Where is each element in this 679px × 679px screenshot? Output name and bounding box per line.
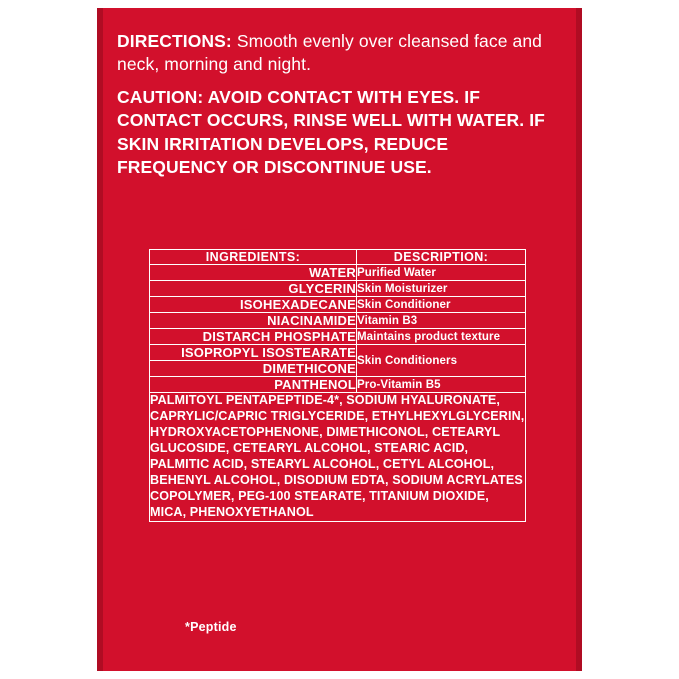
table-row bbox=[150, 265, 526, 281]
table-row bbox=[150, 345, 526, 361]
table-row bbox=[150, 313, 526, 329]
header-ingredients: INGREDIENTS: bbox=[150, 250, 357, 265]
table-row-full-ingredients bbox=[150, 393, 526, 522]
ingredient-desc: Pro-Vitamin B5 bbox=[357, 377, 526, 393]
table-row bbox=[150, 281, 526, 297]
label-panel bbox=[97, 8, 582, 671]
ingredients-table-wrapper bbox=[149, 249, 525, 522]
peptide-footnote: *Peptide bbox=[185, 620, 237, 634]
ingredient-desc: Skin Conditioner bbox=[357, 297, 526, 313]
table-header-row bbox=[150, 250, 526, 265]
table-row bbox=[150, 297, 526, 313]
full-ingredient-list: PALMITOYL PENTAPEPTIDE-4*, SODIUM HYALURONATE, CAPRYLIC/CAPRIC TRIGLYCERIDE, ETHYLHEXYLGLYCERIN, HYDROXYACETOPHENONE, DIMETHICONOL, CETEARYL GLUCOSIDE, CETEARYL ALCOHOL, STEARIC ACID, PALMITIC ACID, STEARYL ALCOHOL, CETYL ALCOHOL, BEHENYL ALCOHOL, DISODIUM EDTA, SODIUM ACRYLATES COPOLYMER, PEG-100 STEARATE, TITANIUM DIOXIDE, MICA, PHENOXYETHANOL bbox=[150, 393, 526, 522]
table-row bbox=[150, 329, 526, 345]
ingredient-desc: Skin Moisturizer bbox=[357, 281, 526, 297]
ingredient-desc-merged: Skin Conditioners bbox=[357, 345, 526, 377]
directions-body: Smooth evenly over cleansed face and neck, morning and night. bbox=[117, 31, 542, 75]
directions-paragraph bbox=[117, 30, 562, 76]
panel-left-edge bbox=[97, 8, 103, 671]
ingredient-name: PANTHENOL bbox=[150, 377, 357, 393]
ingredient-desc: Vitamin B3 bbox=[357, 313, 526, 329]
ingredient-name: ISOHEXADECANE bbox=[150, 297, 357, 313]
ingredient-name: GLYCERIN bbox=[150, 281, 357, 297]
ingredient-desc: Purified Water bbox=[357, 265, 526, 281]
ingredient-name: DISTARCH PHOSPHATE bbox=[150, 329, 357, 345]
ingredient-desc: Maintains product texture bbox=[357, 329, 526, 345]
ingredient-name: ISOPROPYL ISOSTEARATE bbox=[150, 345, 357, 361]
caution-body: AVOID CONTACT WITH EYES. IF CONTACT OCCURS, RINSE WELL WITH WATER. IF SKIN IRRITATION DEVELOPS, REDUCE FREQUENCY OR DISCONTINUE USE. bbox=[117, 87, 545, 177]
ingredient-name: NIACINAMIDE bbox=[150, 313, 357, 329]
directions-label: DIRECTIONS: bbox=[117, 31, 232, 51]
caution-label: CAUTION: bbox=[117, 87, 204, 108]
panel-right-edge bbox=[576, 8, 582, 671]
caution-paragraph bbox=[117, 86, 562, 179]
ingredient-name: WATER bbox=[150, 265, 357, 281]
ingredients-table bbox=[149, 249, 526, 522]
ingredient-name: DIMETHICONE bbox=[150, 361, 357, 377]
header-description: DESCRIPTION: bbox=[357, 250, 526, 265]
table-row bbox=[150, 377, 526, 393]
